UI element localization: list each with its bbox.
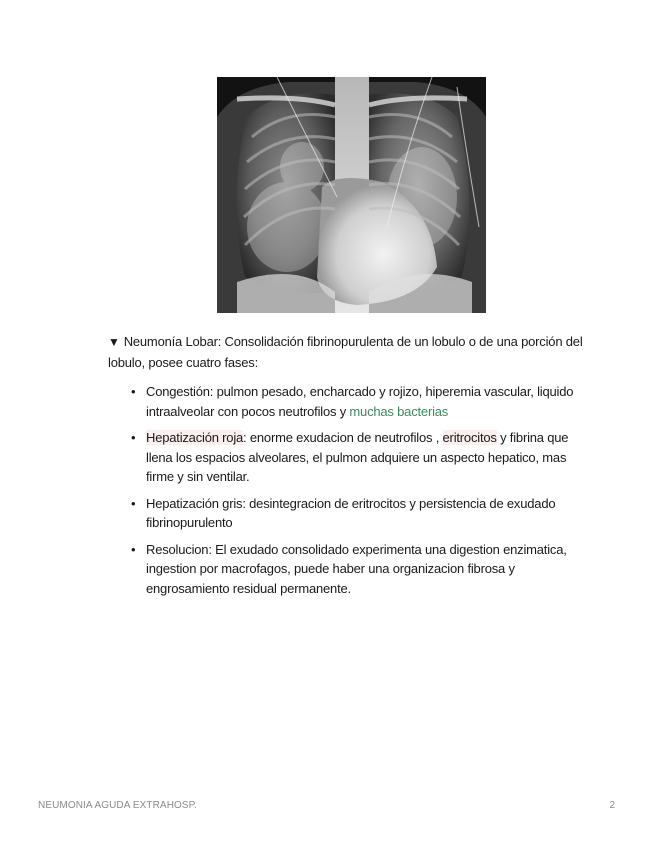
phase-text: Congestión: pulmon pesado, encharcado y rojizo, hiperemia vascular, liquido intraalveolar con pocos neutrofilos y <box>146 384 574 419</box>
main-content <box>108 332 583 605</box>
highlight-text: Hepatización roja <box>146 430 244 445</box>
bullet-icon: • <box>131 495 136 511</box>
list-item <box>131 540 583 599</box>
phases-list <box>108 382 583 598</box>
chest-xray-image <box>217 77 486 313</box>
list-item <box>131 428 583 487</box>
footer-title: NEUMONIA AGUDA EXTRAHOSP. <box>38 800 198 811</box>
list-item <box>131 382 583 421</box>
bullet-icon: • <box>131 430 136 445</box>
list-item <box>131 494 583 533</box>
highlight-text: muchas bacterias <box>349 403 449 419</box>
bullet-icon: • <box>131 541 136 557</box>
phase-text: y fibrina que llena los espacios alveolares, el pulmon adquiere un aspecto hepatico, mas firme y sin ventilar. <box>146 430 569 484</box>
phase-text: : enorme exudacion de neutrofilos , <box>243 430 443 445</box>
intro-paragraph <box>108 332 583 372</box>
intro-lead: Neumonía Lobar: <box>123 334 222 349</box>
highlight-text: eritrocitos <box>442 430 497 445</box>
page-number: 2 <box>609 800 615 811</box>
phase-text: Hepatización gris: desintegracion de eritrocitos y persistencia de exudado fibrinopurulento <box>146 495 556 530</box>
bullet-icon: • <box>131 384 136 399</box>
intro-text: Consolidación fibrinopurulenta de un lobulo o de una porción del lobulo, posee cuatro fases: <box>108 334 583 370</box>
collapse-triangle-icon[interactable]: ▼ <box>108 335 120 349</box>
phase-text: Resolucion: El exudado consolidado experimenta una digestion enzimatica, ingestion por macrofagos, puede haber una organizacion fibrosa y engrosamiento residual permanente. <box>146 541 567 596</box>
